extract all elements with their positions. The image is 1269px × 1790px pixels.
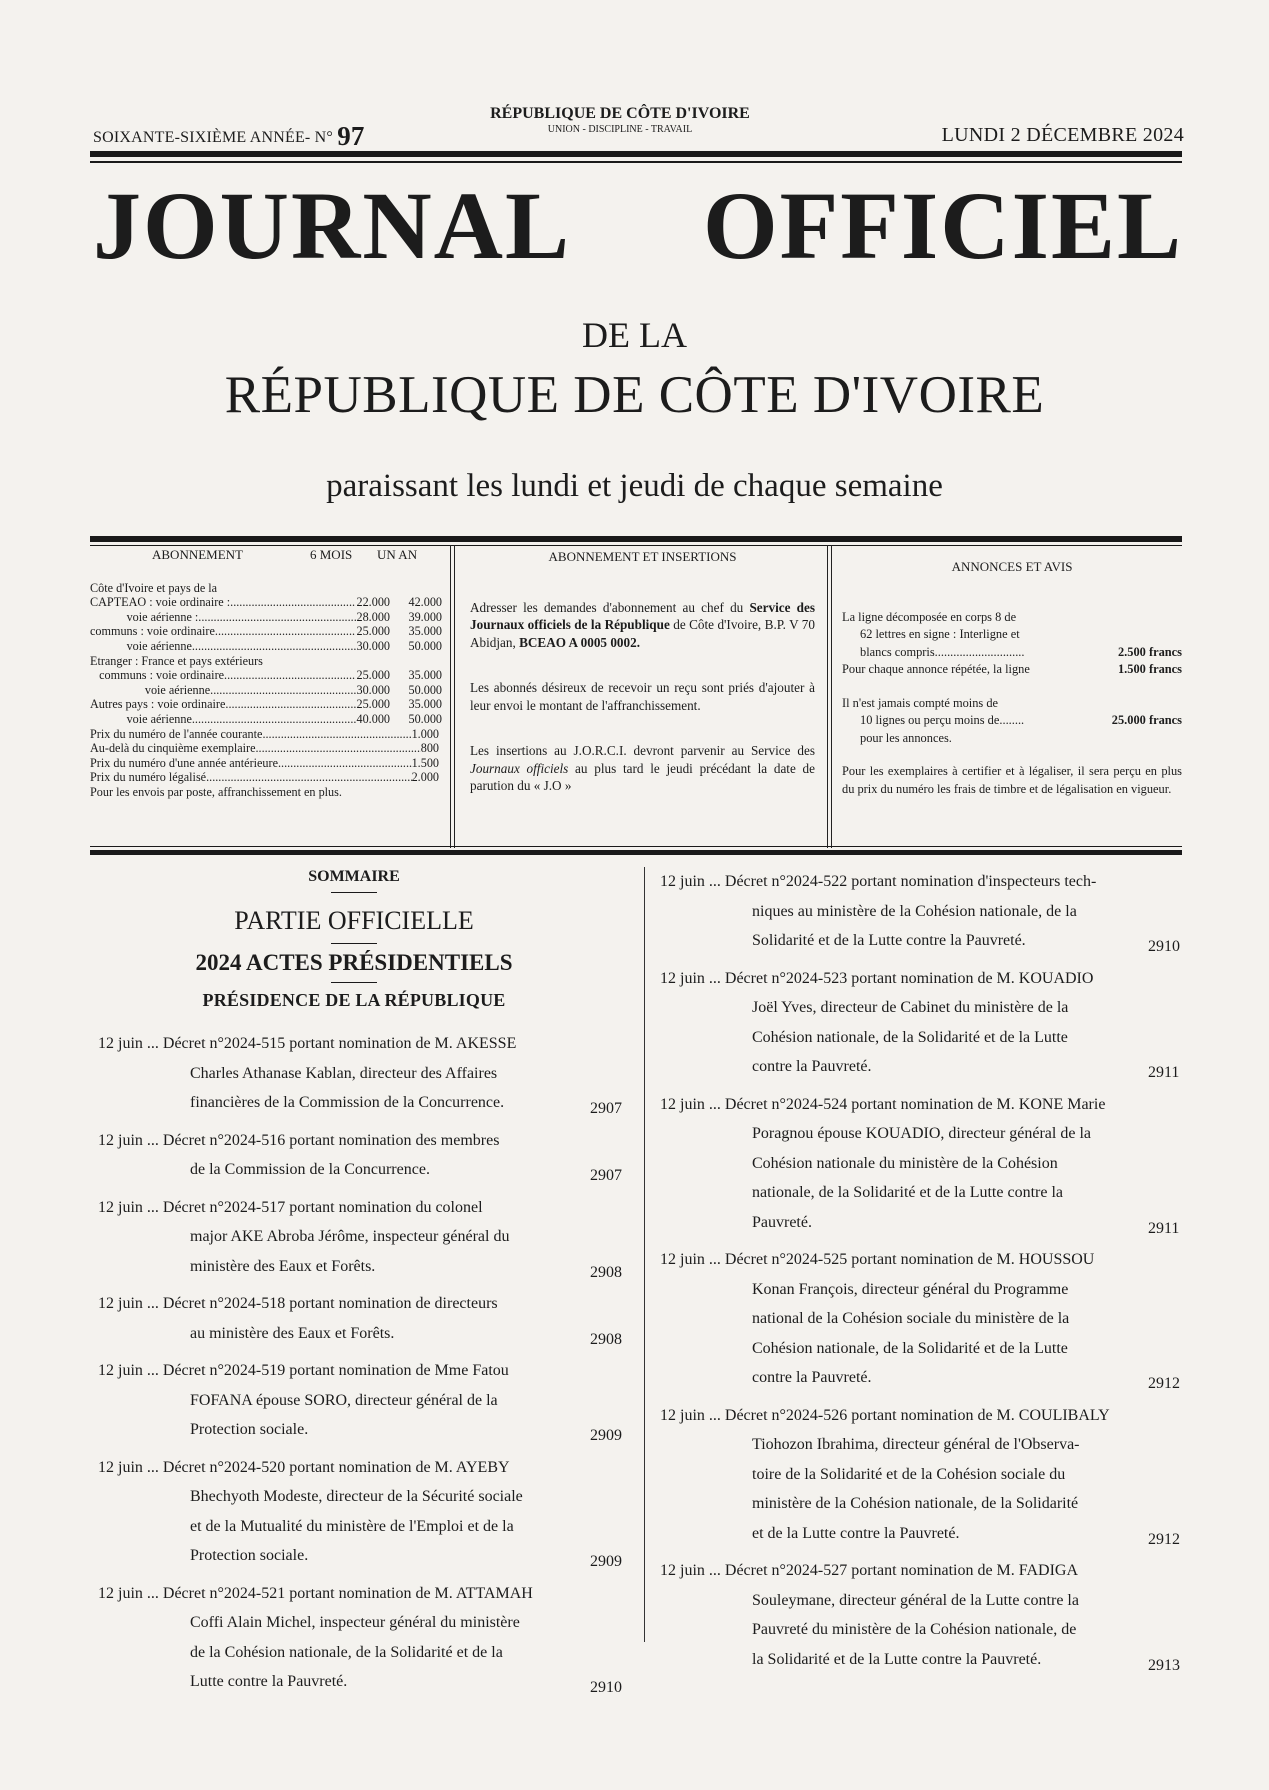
rate-row-label: voie aérienne <box>90 682 211 697</box>
rate-row-label: voie aérienne <box>90 638 192 653</box>
rate-six-months: 40.000 <box>356 711 390 726</box>
rate-one-year: 35.000 <box>408 624 442 639</box>
rate-six-months: 25.000 <box>356 697 390 712</box>
decree-line: major AKE Abroba Jérôme, inspecteur général du <box>190 1228 510 1245</box>
national-motto: UNION - DISCIPLINE - TRAVAIL <box>547 124 693 135</box>
decree-entry <box>98 1356 622 1445</box>
price-row <box>90 727 442 742</box>
decree-line: 12 juin ... Décret n°2024-520 portant nomination de M. AYEBY <box>98 1458 510 1476</box>
decree-line: et de la Lutte contre la Pauvreté. <box>752 1524 960 1542</box>
rate-line <box>842 644 1182 662</box>
subscription-address <box>470 599 815 652</box>
page-number: 2909 <box>590 1427 622 1444</box>
publication-frequency: paraissant les lundi et jeudi de chaque semaine <box>326 468 943 504</box>
rate-six-months: 25.000 <box>356 624 390 639</box>
dot-leader <box>215 624 356 639</box>
decree-line: 12 juin ... Décret n°2024-524 portant nomination de M. KONE Marie <box>660 1095 1106 1113</box>
rate-line-label-text: blancs compris <box>860 644 935 659</box>
edition-label: SOIXANTE-SIXIÈME ANNÉE- N° <box>93 129 334 146</box>
col-six-months: 6 MOIS <box>310 547 353 562</box>
decree-line: Lutte contre la Pauvreté. <box>190 1673 348 1690</box>
rate-row-label: Côte d'Ivoire et pays de la <box>90 580 218 595</box>
announcements-title: ANNONCES ET AVIS <box>951 559 1073 574</box>
rate-row-label: Autres pays : voie ordinaire <box>90 697 226 712</box>
decree-line: financières de la Commission de la Concurrence. <box>190 1094 505 1111</box>
decree-line: au ministère des Eaux et Forêts. <box>190 1324 395 1342</box>
insertions-title: ABONNEMENT ET INSERTIONS <box>548 549 737 564</box>
price-value: 800 <box>420 741 439 756</box>
rate-row-label: Etranger : France et pays extérieurs <box>90 653 263 668</box>
decree-line: 12 juin ... Décret n°2024-527 portant nomination de M. FADIGA <box>660 1562 1079 1579</box>
presidency-heading: PRÉSIDENCE DE LA RÉPUBLIQUE <box>202 990 506 1010</box>
dot-leader <box>192 712 356 727</box>
info-rule-top-thick <box>90 536 1182 542</box>
decree-entry <box>660 964 1180 1082</box>
decree-line: 12 juin ... Décret n°2024-516 portant nomination des membres <box>98 1131 500 1149</box>
info-rule-bottom-thick <box>90 850 1182 855</box>
certification-note: Pour les exemplaires à certifier et à légaliser, il sera perçu en plus du prix du numéro les frais de timbre et de légalisation en vigueur. <box>842 764 1182 796</box>
page-number: 2909 <box>590 1553 622 1570</box>
decree-line: Poragnou épouse KOUADIO, directeur général de la <box>752 1125 1091 1142</box>
masthead-journal: JOURNAL <box>93 172 572 279</box>
price-label: Prix du numéro d'une année antérieure <box>90 755 278 770</box>
subtitle-de-la: DE LA <box>582 315 687 355</box>
subscription-title: ABONNEMENT <box>152 547 243 562</box>
price-label: Au-delà du cinquième exemplaire <box>90 741 256 756</box>
minimum-charge <box>842 712 1182 730</box>
price-row <box>90 741 442 756</box>
decree-line: niques au ministère de la Cohésion nationale, de la <box>752 902 1077 920</box>
page-number: 2908 <box>590 1330 622 1348</box>
column-divider <box>644 867 645 1642</box>
page-number: 2907 <box>590 1100 622 1117</box>
rate-repeat-price: 1.500 francs <box>1117 662 1182 676</box>
rate-six-months: 30.000 <box>356 682 390 697</box>
decree-line: Pauvreté du ministère de la Cohésion nationale, de <box>752 1621 1077 1638</box>
summary-underline <box>331 892 377 893</box>
rate-one-year: 50.000 <box>408 711 442 726</box>
republic-header <box>440 105 800 135</box>
decree-line: Konan François, directeur général du Programme <box>752 1280 1069 1298</box>
decree-line: 12 juin ... Décret n°2024-519 portant nomination de Mme Fatou <box>98 1362 509 1379</box>
announcements-box <box>842 548 1182 845</box>
info-rule-top-thin <box>90 545 1182 546</box>
decree-line: et de la Mutualité du ministère de l'Emploi et de la <box>190 1517 514 1535</box>
decree-line: Pauvreté. <box>752 1213 812 1231</box>
deadline-text-a: Les insertions au J.O.R.C.I. devront parvenir au Service des <box>470 743 815 758</box>
rate-row <box>90 610 442 625</box>
decree-line: Coffi Alain Michel, inspecteur général du ministère <box>190 1614 520 1631</box>
edition-line <box>93 121 365 152</box>
price-value: 1.000 <box>411 726 439 741</box>
official-part-heading: PARTIE OFFICIELLE <box>234 906 474 935</box>
rate-one-year: 50.000 <box>408 638 442 653</box>
rate-six-months <box>356 654 390 669</box>
deadline-text-b: au plus tard le jeudi précédant la date de parution du « J.O » <box>470 760 816 793</box>
address-text-a: Adresser les demandes d'abonnement au chef du <box>470 599 750 615</box>
decree-line: 12 juin ... Décret n°2024-515 portant nomination de M. AKESSE <box>98 1035 517 1052</box>
decree-entry <box>98 1579 622 1697</box>
dot-leader <box>225 697 356 712</box>
decree-line: Protection sociale. <box>190 1547 309 1564</box>
decree-line: Cohésion nationale du ministère de la Cohésion <box>752 1154 1058 1172</box>
decree-line: Protection sociale. <box>190 1421 309 1438</box>
receipt-note: Les abonnés désireux de recevoir un reçu sont priés d'ajouter à leur envoi le montant de l'affranchissement. <box>470 680 815 713</box>
minimum-price: 25.000 francs <box>1111 713 1182 727</box>
address-text-b: de Côte d'Ivoire, B.P. V 70 Abidjan, <box>470 617 815 650</box>
dot-leader <box>278 756 412 771</box>
rate-repeat-label: Pour chaque annonce répétée, la ligne <box>842 662 1030 676</box>
dot-leader <box>230 595 356 610</box>
dot-leader <box>210 683 356 698</box>
decree-line: Bhechyoth Modeste, directeur de la Sécurité sociale <box>190 1488 523 1505</box>
rate-row <box>90 683 442 698</box>
price-label: Prix du numéro de l'année courante <box>90 726 263 741</box>
rate-six-months <box>356 581 390 596</box>
decree-line: Cohésion nationale, de la Solidarité et de la Lutte <box>752 1339 1068 1357</box>
dot-leader <box>192 639 356 654</box>
rate-line-price: 2.500 francs <box>1117 644 1182 659</box>
decree-line: FOFANA épouse SORO, directeur général de la <box>190 1391 498 1409</box>
decree-entry <box>98 1126 622 1185</box>
decree-entry <box>660 1245 1180 1393</box>
decree-line: toire de la Solidarité et de la Cohésion sociale du <box>752 1465 1066 1483</box>
page-number: 2910 <box>1148 938 1180 955</box>
decree-line: 12 juin ... Décret n°2024-526 portant nomination de M. COULIBALY <box>660 1406 1110 1424</box>
price-value: 1.500 <box>411 755 439 770</box>
republic-name: RÉPUBLIQUE DE CÔTE D'IVOIRE <box>490 105 750 122</box>
page-number: 2911 <box>1148 1219 1180 1237</box>
rate-line-desc-1: La ligne décomposée en corps 8 de <box>842 609 1017 624</box>
dot-leader <box>217 581 356 596</box>
col-one-year: UN AN <box>377 547 418 562</box>
rate-row <box>90 668 442 683</box>
decree-entry <box>660 1556 1180 1674</box>
decree-entry <box>98 1289 622 1348</box>
rate-row <box>90 581 442 596</box>
journal-name-italic: Journaux officiels <box>470 760 569 776</box>
page-number: 2911 <box>1148 1064 1180 1081</box>
rate-row <box>90 639 442 654</box>
rate-row <box>90 712 442 727</box>
postage-note: Pour les envois par poste, affranchissement en plus. <box>90 784 342 799</box>
minimum-label: 10 lignes ou perçu moins de........ <box>860 713 1025 727</box>
edition-number: 97 <box>337 121 365 151</box>
rate-one-year: 35.000 <box>408 697 442 712</box>
decree-line: 12 juin ... Décret n°2024-517 portant nomination du colonel <box>98 1198 483 1216</box>
decree-line: de la Cohésion nationale, de la Solidarité et de la <box>190 1643 503 1661</box>
page-number: 2908 <box>590 1263 622 1281</box>
header-rule-thin <box>90 161 1182 163</box>
decree-line: de la Commission de la Concurrence. <box>190 1161 430 1178</box>
rate-six-months: 22.000 <box>356 595 390 610</box>
dot-leader <box>198 610 356 625</box>
rate-repeat <box>842 661 1182 679</box>
decree-line: nationale, de la Solidarité et de la Lutte contre la <box>752 1184 1063 1201</box>
info-divider-2 <box>827 545 832 848</box>
rate-row-label: communs : voie ordinaire <box>90 668 225 683</box>
subscription-rates <box>90 581 442 727</box>
summary-title: SOMMAIRE <box>308 868 400 885</box>
decree-entry <box>660 1090 1180 1238</box>
decree-line: 12 juin ... Décret n°2024-525 portant nomination de M. HOUSSOU <box>660 1251 1095 1268</box>
dot-leader <box>263 654 356 669</box>
rate-row-label: CAPTEAO : voie ordinaire : <box>90 595 231 610</box>
rate-one-year: 39.000 <box>408 609 442 624</box>
issue-prices <box>90 727 442 785</box>
rate-row-label: communs : voie ordinaire <box>90 624 215 639</box>
rate-row <box>90 697 442 712</box>
price-value: 2.000 <box>411 770 439 785</box>
insertions-box <box>470 548 815 845</box>
decree-line: Tiohozon Ibrahima, directeur général de l'Observa- <box>752 1436 1080 1453</box>
dot-leader <box>206 770 411 785</box>
rate-row <box>90 595 442 610</box>
masthead-officiel: OFFICIEL <box>702 172 1183 279</box>
page-number: 2912 <box>1148 1530 1180 1548</box>
rate-one-year: 50.000 <box>408 682 442 697</box>
bank-account: BCEAO A 0005 0002. <box>519 634 640 650</box>
decree-entry <box>98 1029 622 1118</box>
insertion-deadline <box>470 742 815 795</box>
issue-date: LUNDI 2 DÉCEMBRE 2024 <box>941 124 1184 146</box>
minimum-desc-1: Il n'est jamais compté moins de <box>842 695 999 710</box>
info-rule-bottom-thin <box>90 846 1182 847</box>
page-number: 2912 <box>1148 1375 1180 1392</box>
decree-line: 12 juin ... Décret n°2024-521 portant nomination de M. ATTAMAH <box>98 1584 533 1602</box>
rate-row <box>90 624 442 639</box>
rate-six-months: 28.000 <box>356 609 390 624</box>
minimum-desc-3: pour les annonces. <box>860 730 952 745</box>
decree-line: contre la Pauvreté. <box>752 1369 872 1386</box>
dot-leader <box>255 741 420 756</box>
rate-row-label: voie aérienne : <box>90 609 199 624</box>
info-divider-1 <box>450 545 455 848</box>
decree-line: 12 juin ... Décret n°2024-523 portant nomination de M. KOUADIO <box>660 969 1094 987</box>
actes-underline <box>331 982 377 983</box>
rate-line-label: blancs compris............................. <box>860 644 1025 659</box>
service-name: Service des Journaux officiels de la République <box>470 599 816 632</box>
subtitle-republique: RÉPUBLIQUE DE CÔTE D'IVOIRE <box>224 366 1045 424</box>
decree-line: Joël Yves, directeur de Cabinet du ministère de la <box>752 999 1069 1016</box>
decree-line: national de la Cohésion sociale du ministère de la <box>752 1310 1070 1327</box>
price-row <box>90 770 442 785</box>
rate-one-year <box>390 654 442 669</box>
presidential-acts-heading: 2024 ACTES PRÉSIDENTIELS <box>195 950 513 975</box>
masthead-title <box>93 172 1183 279</box>
decree-line: Souleymane, directeur général de la Lutte contre la <box>752 1591 1079 1609</box>
decree-line: ministère des Eaux et Forêts. <box>190 1257 376 1275</box>
decree-line: contre la Pauvreté. <box>752 1058 872 1075</box>
price-label: Prix du numéro légalisé <box>90 770 207 785</box>
subscription-box <box>90 548 442 845</box>
rate-one-year: 35.000 <box>408 668 442 683</box>
page-number: 2913 <box>1148 1656 1180 1674</box>
decree-line: la Solidarité et de la Lutte contre la Pauvreté. <box>752 1650 1042 1668</box>
rate-six-months: 30.000 <box>356 638 390 653</box>
price-row <box>90 756 442 771</box>
rate-row <box>90 654 442 669</box>
decree-line: Solidarité et de la Lutte contre la Pauvreté. <box>752 932 1026 949</box>
decree-line: Cohésion nationale, de la Solidarité et de la Lutte <box>752 1028 1068 1046</box>
decree-entry <box>98 1193 622 1282</box>
rate-one-year: 42.000 <box>408 595 442 610</box>
partie-underline <box>331 943 377 944</box>
decree-line: 12 juin ... Décret n°2024-522 portant nomination d'inspecteurs tech- <box>660 873 1097 890</box>
decree-entry <box>660 867 1180 956</box>
decree-line: ministère de la Cohésion nationale, de la Solidarité <box>752 1495 1079 1512</box>
dot-leader <box>262 727 411 742</box>
rate-line-desc-2: 62 lettres en signe : Interligne et <box>860 627 1020 641</box>
page-number: 2910 <box>590 1679 622 1696</box>
decree-line: 12 juin ... Décret n°2024-518 portant nomination de directeurs <box>98 1295 498 1312</box>
rate-six-months: 25.000 <box>356 668 390 683</box>
rate-one-year <box>390 581 442 596</box>
rate-row-label: voie aérienne <box>90 711 192 726</box>
decree-entry <box>98 1453 622 1571</box>
header-rule-thick <box>90 151 1182 157</box>
dot-leader <box>224 668 356 683</box>
decree-line: Charles Athanase Kablan, directeur des Affaires <box>190 1064 498 1082</box>
page-number: 2907 <box>590 1167 622 1184</box>
decree-entry <box>660 1401 1180 1549</box>
